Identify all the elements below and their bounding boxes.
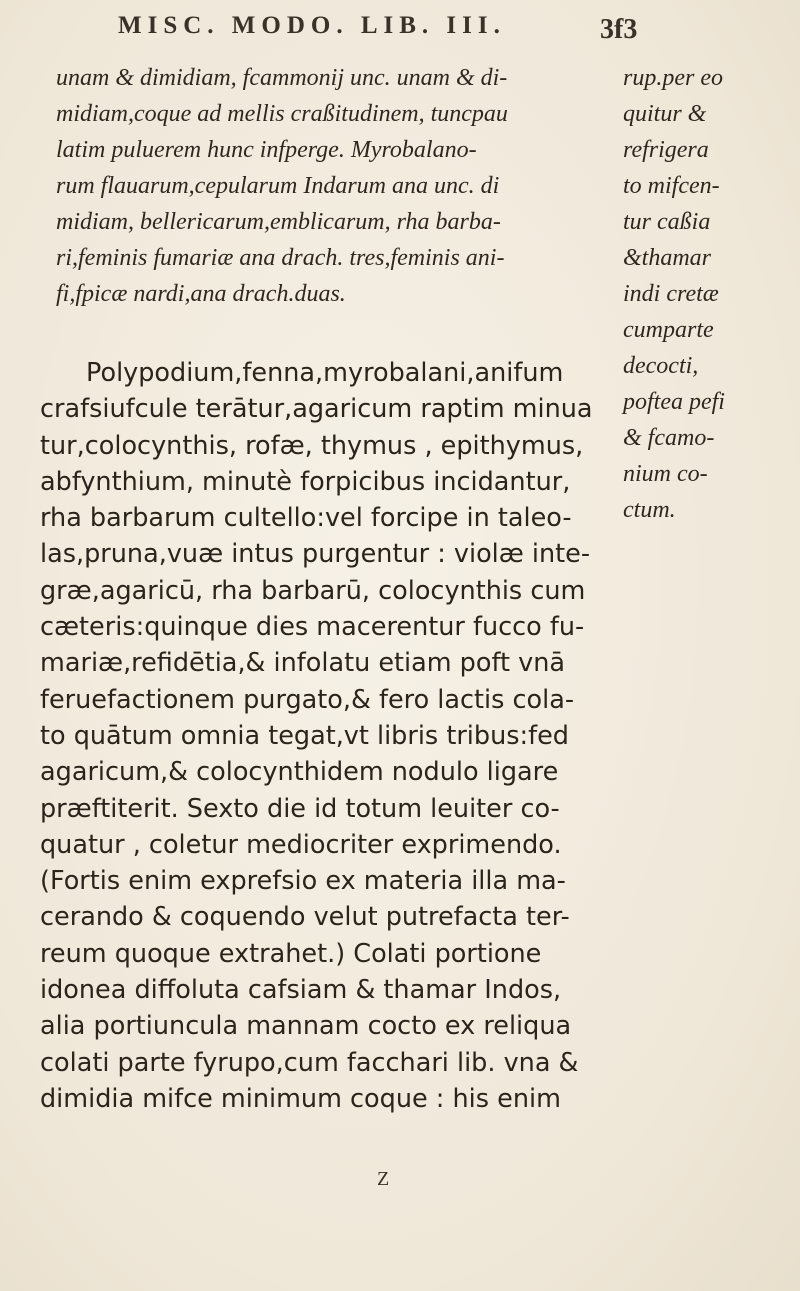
text-line: abfynthium, minutè forpicibus incidantur, (40, 466, 571, 497)
italic-line: midiam,coque ad mellis craßitudinem, tuncpau (56, 101, 508, 127)
italic-line: rum flauarum,cepularum Indarum ana unc. di (56, 173, 500, 199)
italic-line: unam & dimidiam, fcammonij unc. unam & di- (56, 65, 508, 91)
text-line: rha barbarum cultello:vel forcipe in taleo- (40, 503, 572, 534)
text-line: crafsiufcule terātur,agaricum raptim minua (40, 394, 593, 425)
margin-line: & fcamo- (623, 425, 715, 451)
text-line: dimidia mifce minimum coque : his enim (40, 1083, 561, 1114)
text-line: (Fortis enim exprefsio ex materia illa ma- (40, 866, 566, 897)
text-line: feruefactionem purgato,& fero lactis cola- (40, 684, 575, 715)
text-line: las,pruna,vuæ intus purgentur : violæ inte- (40, 539, 591, 570)
running-head: MISC. MODO. LIB. III. (118, 12, 506, 39)
italic-text-block (56, 60, 616, 312)
margin-line: poftea pefi (623, 389, 725, 415)
text-line: tur,colocynthis, rofæ, thymus , epithymus, (40, 430, 584, 461)
margin-line: quitur & (623, 101, 707, 127)
italic-line: ri,feminis fumariæ ana drach. tres,feminis ani- (56, 245, 505, 271)
margin-line: to mifcen- (623, 173, 720, 199)
margin-line: ctum. (623, 497, 676, 523)
margin-line: decocti, (623, 353, 699, 379)
text-line: to quātum omnia tegat,vt libris tribus:fed (40, 720, 569, 751)
italic-line: latim puluerem hunc infperge. Myrobalano- (56, 137, 477, 163)
text-line: idonea diffoluta cafsiam & thamar Indos, (40, 975, 562, 1006)
text-line: cæteris:quinque dies macerentur fucco fu- (40, 612, 585, 643)
text-line: mariæ,refidētia,& infolatu etiam poft vnā (40, 648, 565, 679)
page-number: 3f3 (600, 14, 638, 45)
margin-notes (623, 60, 793, 528)
margin-line: rup.per eo (623, 65, 723, 91)
text-line: agaricum,& colocynthidem nodulo ligare (40, 757, 559, 788)
margin-line: cumparte (623, 317, 714, 343)
margin-line: refrigera (623, 137, 709, 163)
roman-text-block (40, 355, 620, 1117)
margin-line: indi cretæ (623, 281, 719, 307)
text-line: græ,agaricū, rha barbarū, colocynthis cum (40, 575, 586, 606)
text-line: reum quoque extrahet.) Colati portione (40, 938, 542, 969)
text-line: præftiterit. Sexto die id totum leuiter co- (40, 793, 560, 824)
text-line: alia portiuncula mannam cocto ex reliqua (40, 1011, 572, 1042)
text-line: cerando & coquendo velut putrefacta ter- (40, 902, 570, 933)
margin-line: nium co- (623, 461, 708, 487)
italic-line: fi,fpicæ nardi,ana drach.duas. (56, 281, 346, 307)
text-line: Polypodium,fenna,myrobalani,anifum (86, 358, 564, 388)
text-line: quatur , coletur mediocriter exprimendo. (40, 829, 562, 860)
signature-mark: Z (377, 1168, 390, 1190)
text-line: colati parte fyrupo,cum facchari lib. vna & (40, 1047, 579, 1078)
italic-line: midiam, bellericarum,emblicarum, rha barba- (56, 209, 501, 235)
margin-line: tur caßia (623, 209, 711, 235)
margin-line: &thamar (623, 245, 712, 271)
